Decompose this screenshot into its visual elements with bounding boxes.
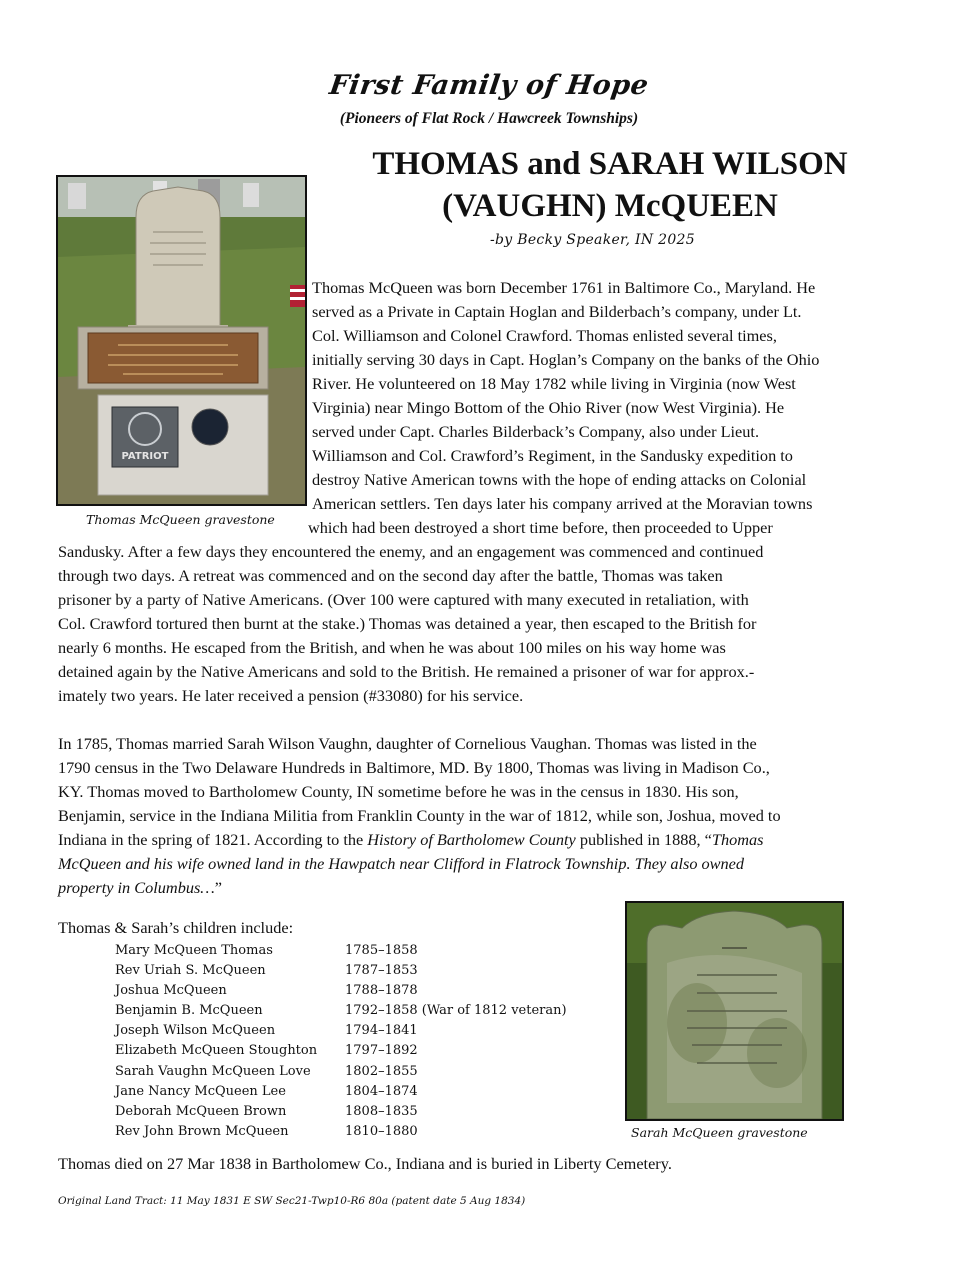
list-item bbox=[115, 1021, 567, 1041]
child-years: 1802–1855 bbox=[345, 1063, 418, 1079]
text-line: American settlers. Ten days later his company arrived at the Moravian towns bbox=[312, 494, 813, 513]
list-item bbox=[115, 1082, 567, 1102]
thomas-photo-caption: Thomas McQueen gravestone bbox=[86, 512, 275, 527]
list-item bbox=[115, 1062, 567, 1082]
child-name: Sarah Vaughn McQueen Love bbox=[115, 1063, 311, 1079]
list-item bbox=[115, 1041, 567, 1061]
child-name: Elizabeth McQueen Stoughton bbox=[115, 1043, 318, 1059]
patriot-plaque-text: PATRIOT bbox=[121, 451, 169, 462]
child-years: 1808–1835 bbox=[345, 1103, 418, 1119]
child-name: Joseph Wilson McQueen bbox=[115, 1023, 276, 1039]
child-years: 1787–1853 bbox=[345, 963, 418, 979]
text-line: served under Capt. Charles Bilderback’s Company, also under Lieut. bbox=[312, 422, 760, 441]
text-span: published in 1888, “ bbox=[575, 830, 712, 849]
child-years: 1804–1874 bbox=[345, 1083, 418, 1099]
text-line: initially serving 30 days in Capt. Hoglan’s Company on the banks of the Ohio bbox=[312, 350, 820, 369]
bio-paragraph-1-wrapped bbox=[308, 276, 820, 540]
text-line: through two days. A retreat was commenced and on the second day after the battle, Thomas was taken bbox=[58, 566, 723, 585]
list-item bbox=[115, 941, 567, 961]
children-list bbox=[115, 941, 567, 1142]
child-years: 1810–1880 bbox=[345, 1123, 418, 1139]
child-name: Mary McQueen Thomas bbox=[115, 943, 273, 958]
child-years: 1788–1878 bbox=[345, 983, 418, 999]
text-line bbox=[58, 876, 781, 900]
text-line: Col. Crawford tortured then burnt at the stake.) Thomas was detained a year, then escaped to the British for bbox=[58, 614, 757, 633]
page-title bbox=[330, 143, 890, 227]
text-line: Williamson and Col. Crawford’s Regiment, in the Sandusky expedition to bbox=[312, 446, 793, 465]
text-line: detained again by the Native Americans and sold to the British. He remained a prisoner of war for approx.- bbox=[58, 662, 755, 681]
text-line: destroy Native American towns with the hope of ending attacks on Colonial bbox=[312, 470, 807, 489]
sarah-gravestone-photo bbox=[625, 901, 844, 1121]
text-line: KY. Thomas moved to Bartholomew County, IN sometime before he was in the census in 1830. His son, bbox=[58, 782, 739, 801]
text-line: Benjamin, service in the Indiana Militia from Franklin County in the war of 1812, while son, Joshua, moved to bbox=[58, 806, 781, 825]
sarah-photo-caption: Sarah McQueen gravestone bbox=[631, 1125, 808, 1140]
text-line: prisoner by a party of Native Americans. (Over 100 were captured with many executed in retaliation, with bbox=[58, 590, 749, 609]
quote-text: McQueen and his wife owned land in the Hawpatch near Clifford in Flatrock Township. They also owned bbox=[58, 854, 745, 873]
child-years: 1792–1858 (War of 1812 veteran) bbox=[345, 1003, 567, 1019]
title-line-1: THOMAS and SARAH WILSON bbox=[372, 146, 848, 182]
text-line: which had been destroyed a short time before, then proceeded to Upper bbox=[308, 518, 773, 537]
text-line bbox=[58, 828, 781, 852]
text-span: ” bbox=[214, 878, 223, 897]
series-subtitle: (Pioneers of Flat Rock / Hawcreek Townships) bbox=[339, 110, 639, 127]
book-title: History of Bartholomew County bbox=[367, 830, 576, 849]
list-item bbox=[115, 981, 567, 1001]
thomas-gravestone-photo bbox=[56, 175, 307, 506]
quote-text: Thomas bbox=[711, 830, 764, 849]
list-item bbox=[115, 961, 567, 981]
children-heading: Thomas & Sarah’s children include: bbox=[58, 918, 294, 937]
text-span: Indiana in the spring of 1821. According to the bbox=[58, 830, 368, 849]
bio-paragraph-2 bbox=[58, 732, 781, 900]
text-line: 1790 census in the Two Delaware Hundreds in Baltimore, MD. By 1800, Thomas was living in Madison Co., bbox=[58, 758, 770, 777]
land-tract-note: Original Land Tract: 11 May 1831 E SW Sec21-Twp10-R6 80a (patent date 5 Aug 1834) bbox=[58, 1195, 526, 1207]
text-line: Thomas McQueen was born December 1761 in Baltimore Co., Maryland. He bbox=[312, 278, 816, 297]
list-item bbox=[115, 1102, 567, 1122]
child-years: 1797–1892 bbox=[345, 1043, 418, 1059]
text-line: River. He volunteered on 18 May 1782 while living in Virginia (now West bbox=[312, 374, 796, 393]
child-name: Rev Uriah S. McQueen bbox=[115, 963, 266, 979]
text-line bbox=[58, 852, 781, 876]
text-line: Col. Williamson and Colonel Crawford. Thomas enlisted several times, bbox=[312, 326, 777, 345]
text-line: imately two years. He later received a pension (#33080) for his service. bbox=[58, 686, 524, 705]
text-line: In 1785, Thomas married Sarah Wilson Vaughn, daughter of Cornelious Vaughan. Thomas was listed in the bbox=[58, 734, 757, 753]
death-statement: Thomas died on 27 Mar 1838 in Bartholomew Co., Indiana and is buried in Liberty Cemetery. bbox=[58, 1154, 672, 1173]
child-years: 1794–1841 bbox=[345, 1023, 418, 1039]
list-item bbox=[115, 1001, 567, 1021]
series-title: First Family of Hope bbox=[327, 70, 651, 101]
child-name: Joshua McQueen bbox=[115, 983, 227, 999]
text-line: Sandusky. After a few days they encountered the enemy, and an engagement was commenced and continued bbox=[58, 542, 764, 561]
title-line-2: (VAUGHN) McQUEEN bbox=[442, 188, 778, 224]
text-line: Virginia) near Mingo Bottom of the Ohio River (now West Virginia). He bbox=[312, 398, 785, 417]
text-line: served as a Private in Captain Hoglan and Bilderbach’s company, under Lt. bbox=[312, 302, 802, 321]
child-name: Jane Nancy McQueen Lee bbox=[115, 1083, 286, 1099]
quote-text: property in Columbus… bbox=[58, 878, 215, 897]
child-name: Deborah McQueen Brown bbox=[115, 1103, 287, 1119]
byline: -by Becky Speaker, IN 2025 bbox=[490, 232, 695, 248]
text-line: nearly 6 months. He escaped from the British, and when he was about 100 miles on his way home was bbox=[58, 638, 726, 657]
list-item bbox=[115, 1122, 567, 1142]
child-name: Rev John Brown McQueen bbox=[115, 1123, 289, 1139]
bio-paragraph-1-continued bbox=[58, 540, 763, 708]
child-name: Benjamin B. McQueen bbox=[115, 1003, 263, 1019]
child-years: 1785–1858 bbox=[345, 943, 418, 958]
